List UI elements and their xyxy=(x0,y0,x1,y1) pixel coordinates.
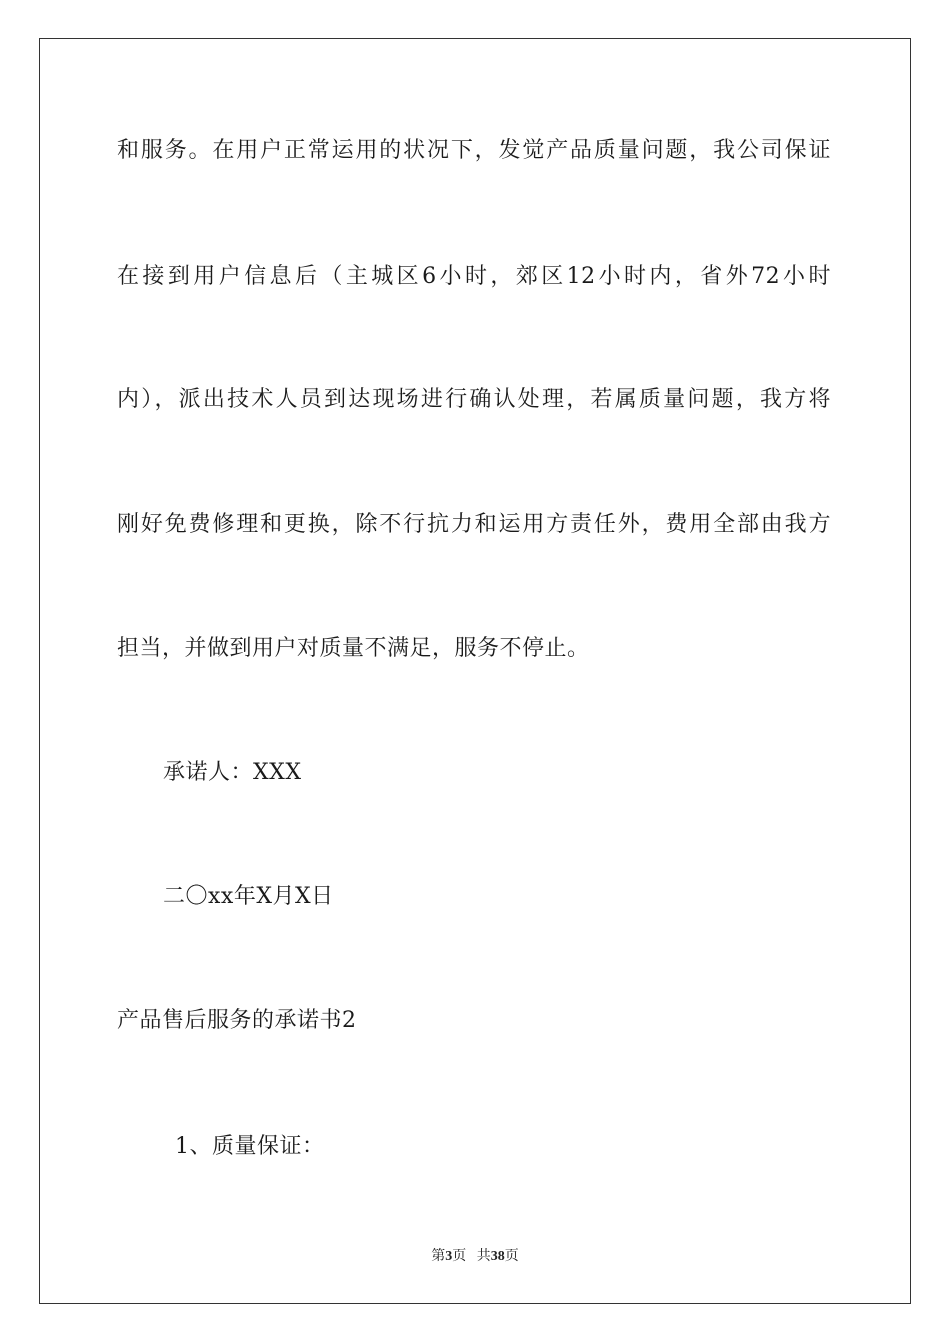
footer-page-number: 3 xyxy=(445,1249,453,1264)
promisor-line: 承诺人：XXX xyxy=(163,760,302,785)
paragraph-line-4: 刚好免费修理和更换，除不行抗力和运用方责任外，费用全部由我方 xyxy=(117,512,831,537)
paragraph-line-1: 和服务。在用户正常运用的状况下，发觉产品质量问题，我公司保证 xyxy=(117,138,831,163)
footer-page-suffix: 页 xyxy=(452,1249,467,1264)
footer-total-prefix: 共 xyxy=(476,1249,491,1264)
footer-total-suffix: 页 xyxy=(504,1249,519,1264)
page-frame xyxy=(39,38,911,1304)
paragraph-line-2: 在接到用户信息后（主城区6小时，郊区12小时内，省外72小时 xyxy=(117,264,831,289)
page-footer xyxy=(0,1247,950,1267)
footer-page-prefix: 第 xyxy=(431,1249,446,1264)
paragraph-line-5: 担当，并做到用户对质量不满足，服务不停止。 xyxy=(117,636,590,661)
section-title: 产品售后服务的承诺书2 xyxy=(117,1008,357,1033)
date-line: 二〇xx年X月X日 xyxy=(163,884,334,909)
paragraph-line-3: 内），派出技术人员到达现场进行确认处理，若属质量问题，我方将 xyxy=(117,387,831,412)
footer-total-pages: 38 xyxy=(490,1249,505,1264)
subsection-heading: 1、质量保证： xyxy=(175,1134,325,1159)
